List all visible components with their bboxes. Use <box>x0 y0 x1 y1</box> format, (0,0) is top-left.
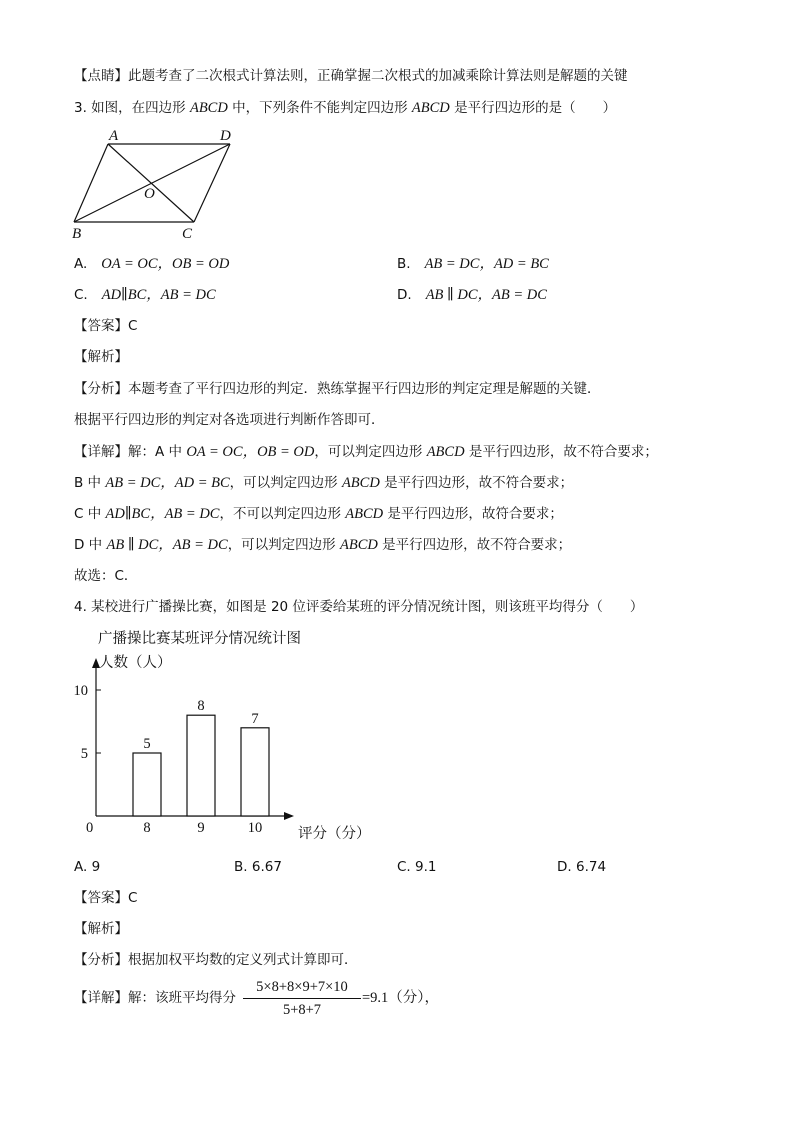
detail-text: ，可以判定四边形 <box>227 537 340 553</box>
option-value: 9 <box>91 859 101 875</box>
answer-tag: 【答案】 <box>74 318 128 334</box>
q3-stem-part: 中，下列条件不能判定四边形 <box>227 100 412 116</box>
q3-stem-part: 3. 如图，在四边形 <box>74 100 190 116</box>
q3-option-c[interactable] <box>74 285 216 305</box>
detail-tag: 【详解】 <box>74 990 128 1006</box>
detail-expr: AB ∥ DC，AB = DC <box>106 537 228 553</box>
fraction-numerator: 5×8+8×9+7×10 <box>256 979 348 995</box>
fraction-denominator: 5+8+7 <box>282 1002 322 1018</box>
q4-option-a[interactable] <box>74 857 100 877</box>
bar-value-label: 7 <box>251 710 259 727</box>
q3-answer <box>74 316 137 336</box>
label-o: O <box>144 186 155 202</box>
x-tick-label: 9 <box>197 820 205 836</box>
chart-origin-label: 0 <box>86 820 94 836</box>
detail-text: C 中 <box>74 506 106 522</box>
q3-option-b[interactable] <box>397 254 549 274</box>
option-expr: AB ∥ DC，AB = DC <box>425 287 547 303</box>
q3-detail-a <box>74 442 658 462</box>
q3-option-d[interactable] <box>397 285 547 305</box>
option-value: 6.74 <box>575 859 607 875</box>
q4-answer <box>74 888 137 908</box>
q3-detail-d <box>74 535 571 555</box>
label-d: D <box>220 128 231 144</box>
option-letter: A. <box>74 256 88 272</box>
option-letter: C. <box>397 859 411 875</box>
y-tick-label: 10 <box>73 683 88 699</box>
analysis-text: 本题考查了平行四边形的判定．熟练掌握平行四边形的判定定理是解题的关键． <box>128 381 601 397</box>
detail-tag: 【详解】 <box>74 444 128 460</box>
option-letter: C. <box>74 287 88 303</box>
option-letter: D. <box>397 287 412 303</box>
option-letter: D. <box>557 859 572 875</box>
q4-stem: 4. 某校进行广播操比赛，如图是 20 位评委给某班的评分情况统计图，则该班平均得分（ ） <box>74 599 644 615</box>
answer-value: C <box>128 890 138 906</box>
side-ba <box>74 144 108 222</box>
bar-value-label: 5 <box>143 736 151 752</box>
answer-value: C <box>128 318 138 334</box>
option-expr: OA = OC，OB = OD <box>101 256 230 272</box>
detail-text: 解：A 中 <box>128 444 187 460</box>
label-a: A <box>109 128 119 144</box>
side-dc <box>194 144 230 222</box>
q3-analysis <box>74 379 601 399</box>
detail-text: ，可以判定四边形 <box>314 444 427 460</box>
option-value: 6.67 <box>251 859 282 875</box>
q3-stem-part: 是平行四边形的是（ ） <box>449 100 617 116</box>
detail-expr: OA = OC，OB = OD <box>186 444 315 460</box>
bar-value-label: 8 <box>197 698 205 715</box>
detail-text: ，不可以判定四边形 <box>219 506 346 522</box>
option-expr: AD∥BC，AB = DC <box>101 287 216 303</box>
detail-quad: ABCD <box>341 475 380 491</box>
q3-conclusion: 故选：C． <box>74 568 138 584</box>
detail-text: B 中 <box>74 475 106 491</box>
label-b: B <box>72 226 82 242</box>
fraction-bar <box>243 998 361 999</box>
y-tick-label: 5 <box>80 746 88 762</box>
detail-text: 解：该班平均得分 <box>128 990 236 1006</box>
q4-detail <box>74 988 236 1008</box>
label-c: C <box>182 226 193 242</box>
detail-text: 是平行四边形，故不符合要求； <box>379 475 574 491</box>
q3-option-a[interactable] <box>74 254 229 274</box>
detail-text: 是平行四边形，故不符合要求； <box>377 537 572 553</box>
detail-text: D 中 <box>74 537 107 553</box>
x-axis-arrow <box>284 812 294 820</box>
comment-tag: 【点睛】 <box>74 68 128 84</box>
bar-9 <box>187 715 215 816</box>
bar-10 <box>241 728 269 816</box>
q4-solution-tag: 【解析】 <box>74 921 128 937</box>
q3-stem-quad: ABCD <box>411 100 450 116</box>
option-expr: AB = DC，AD = BC <box>424 256 549 272</box>
q3-stem-quad: ABCD <box>189 100 228 116</box>
q4-detail-result: =9.1（分）， <box>362 990 440 1006</box>
bar-8 <box>133 753 161 816</box>
detail-text: 是平行四边形，故不符合要求； <box>464 444 658 460</box>
q3-stem <box>74 98 616 118</box>
parallelogram-figure <box>68 126 268 246</box>
analysis-tag: 【分析】 <box>74 952 128 968</box>
detail-text: 是平行四边形，故符合要求； <box>383 506 563 522</box>
weighted-average-fraction <box>243 978 361 1019</box>
diagonal-bd <box>74 144 230 222</box>
detail-quad: ABCD <box>345 506 384 522</box>
comment-text: 此题考查了二次根式计算法则，正确掌握二次根式的加减乘除计算法则是解题的关键 <box>128 68 628 84</box>
detail-expr: AB = DC，AD = BC <box>105 475 230 491</box>
q4-analysis <box>74 950 358 970</box>
q4-option-b[interactable] <box>234 857 282 877</box>
q3-solution-tag: 【解析】 <box>74 349 128 365</box>
option-value: 9.1 <box>415 859 437 875</box>
option-letter: A. <box>74 859 88 875</box>
detail-text: ，可以判定四边形 <box>229 475 342 491</box>
detail-quad: ABCD <box>339 537 378 553</box>
q4-option-c[interactable] <box>397 857 437 877</box>
q3-analysis-line2: 根据平行四边形的判定对各选项进行判断作答即可． <box>74 412 385 428</box>
q4-option-d[interactable] <box>557 857 606 877</box>
comment-line <box>74 66 628 86</box>
x-tick-label: 10 <box>247 820 263 836</box>
option-letter: B. <box>397 256 411 272</box>
chart-title: 广播操比赛某班评分情况统计图 <box>98 631 301 647</box>
detail-expr: AD∥BC，AB = DC <box>105 506 220 522</box>
q3-detail-c <box>74 504 563 524</box>
chart-xlabel: 评分（分） <box>298 826 371 842</box>
chart-ylabel: 人数（人） <box>99 655 172 671</box>
q3-detail-b <box>74 473 573 493</box>
x-tick-label: 8 <box>143 820 151 836</box>
analysis-tag: 【分析】 <box>74 381 128 397</box>
analysis-text: 根据加权平均数的定义列式计算即可． <box>128 952 358 968</box>
option-letter: B. <box>234 859 248 875</box>
bar-chart <box>62 624 371 844</box>
detail-quad: ABCD <box>426 444 465 460</box>
answer-tag: 【答案】 <box>74 890 128 906</box>
